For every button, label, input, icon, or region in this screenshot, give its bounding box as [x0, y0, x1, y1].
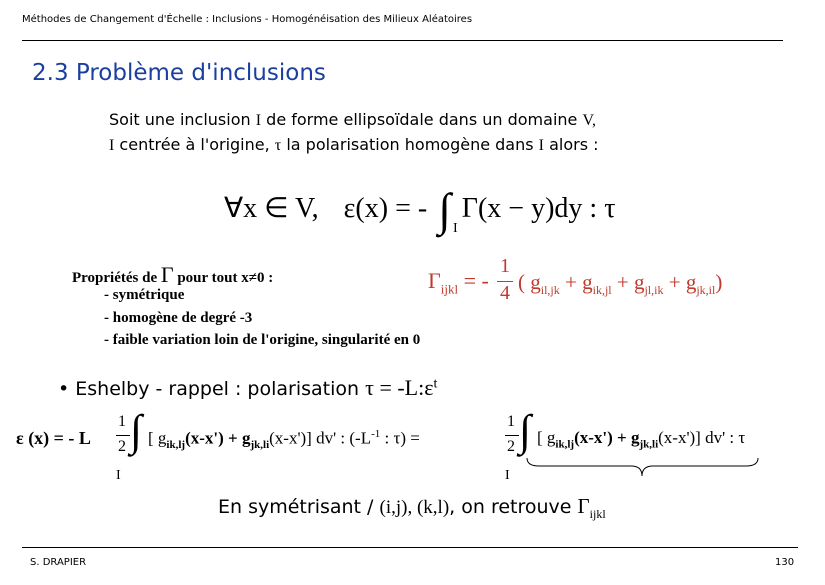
eq-eshelby-sub: jk,li: [639, 438, 659, 451]
gamma-term-sub: jl,ik: [644, 283, 664, 298]
footer-rule: [22, 547, 798, 548]
symbol-gamma: Γ: [160, 262, 174, 287]
intro-text: Soit une inclusion: [109, 110, 251, 129]
eq-eshelby-lower-2: I: [505, 468, 510, 483]
eq-lhs: ε(x) = -: [343, 193, 428, 224]
eshelby-formula: τ = -L:ε: [365, 375, 434, 400]
eshelby-text: • Eshelby - rappel : polarisation: [58, 378, 360, 400]
eq-eshelby-part: (x-x')] dv' : (-L: [269, 428, 372, 448]
eq-eshelby-body: [148, 428, 420, 451]
header-rule: [22, 40, 783, 41]
footer-author: S. DRAPIER: [30, 557, 87, 568]
gamma-plus: + g: [616, 270, 645, 294]
eq-eshelby-part: (x-x')] dv' :: [658, 428, 735, 447]
eq-lower-bound: I: [453, 221, 458, 236]
gamma-rhs: [518, 270, 722, 298]
eq-eshelby-lhs: ε (x) = - L: [16, 428, 91, 448]
header-title: Méthodes de Changement d'Échelle : Inclusions - Homogénéisation des Milieux Aléatoires: [22, 14, 473, 25]
footer-page-number: 130: [775, 557, 795, 568]
intro-text: alors :: [549, 135, 599, 154]
underbrace: [525, 456, 760, 478]
gamma-rhs-open: ( g: [518, 270, 541, 294]
equation-main: [224, 175, 616, 235]
gamma-term-sub: il,jk: [540, 283, 560, 298]
gamma-term-sub: ik,jl: [592, 283, 612, 298]
eq-eshelby-half-num: 1: [118, 413, 126, 430]
eq-eshelby-half-bar: [116, 435, 130, 436]
eq-eshelby-part: (x-x') + g: [185, 428, 251, 448]
intro-line-1: [109, 110, 596, 130]
gamma-lhs: Γ: [428, 268, 441, 293]
eq-eshelby-tau: τ: [738, 428, 746, 447]
eq-forall: ∀x ∈ V,: [224, 193, 319, 224]
gamma-equals: = -: [463, 268, 489, 293]
conclusion-line: [218, 494, 606, 522]
eq-eshelby-lower: I: [116, 468, 121, 483]
eq-eshelby-body-2: [537, 428, 745, 450]
eq-eshelby-half-den-2: 2: [507, 438, 515, 455]
symbol-I: I: [255, 112, 262, 129]
property-item: - symétrique: [104, 287, 185, 303]
conclusion-text: , on retrouve: [449, 496, 572, 518]
eq-eshelby-sub: ik,lj: [555, 438, 575, 451]
eq-eshelby-part: [ g: [537, 428, 556, 447]
conclusion-sub: ijkl: [589, 506, 606, 521]
intro-line-2: [109, 135, 599, 155]
integral-sign: ∫: [438, 184, 451, 235]
section-title: 2.3 Problème d'inclusions: [32, 60, 326, 86]
eq-eshelby-half-num-2: 1: [507, 413, 515, 430]
eq-eshelby-sub: jk,li: [250, 439, 270, 452]
intro-text: de forme ellipsoïdale dans un domaine: [266, 110, 578, 129]
properties-heading: [72, 262, 273, 288]
symbol-I: I: [538, 137, 544, 154]
eshelby-bullet: [58, 375, 437, 401]
gamma-term-sub: jk,il: [696, 283, 716, 298]
symbol-I: I: [109, 137, 115, 154]
gamma-plus: + g: [565, 270, 593, 294]
eq-eshelby-half-bar-2: [505, 435, 519, 436]
gamma-frac-den: 4: [500, 282, 510, 304]
gamma-lhs-sub: ijkl: [440, 281, 459, 297]
eshelby-sup: t: [433, 376, 438, 392]
eq-eshelby-sup: -1: [371, 428, 381, 440]
intro-text: centrée à l'origine,: [119, 135, 270, 154]
eq-eshelby-half-den: 2: [118, 438, 126, 455]
gamma-plus: + g: [668, 270, 697, 294]
eq-integrand: Γ(x − y)dy : τ: [461, 193, 616, 224]
integral-sign: ∫: [130, 406, 143, 455]
conclusion-indices: (i,j), (k,l): [379, 497, 450, 518]
intro-text: la polarisation homogène dans: [286, 135, 534, 154]
gamma-close-paren: ): [715, 270, 723, 294]
symbol-tau: τ: [274, 137, 282, 154]
eq-eshelby-part: (x-x') + g: [574, 428, 640, 447]
properties-heading-text: pour tout x≠0 :: [177, 270, 274, 286]
property-item: - homogène de degré -3: [104, 310, 253, 326]
symbol-gamma: Γ: [577, 494, 590, 518]
eq-eshelby-part: : τ) =: [384, 428, 420, 448]
equation-gamma: [428, 268, 489, 297]
conclusion-text: En symétrisant /: [218, 496, 374, 518]
integral-sign: ∫: [519, 406, 532, 455]
eq-eshelby-part: [ g: [148, 428, 167, 448]
gamma-frac-num: 1: [500, 255, 510, 277]
symbol-V: V,: [582, 112, 596, 129]
properties-heading-text: Propriétés de: [72, 270, 158, 286]
property-item: - faible variation loin de l'origine, singularité en 0: [104, 332, 421, 348]
eq-eshelby-sub: ik,lj: [166, 439, 186, 452]
